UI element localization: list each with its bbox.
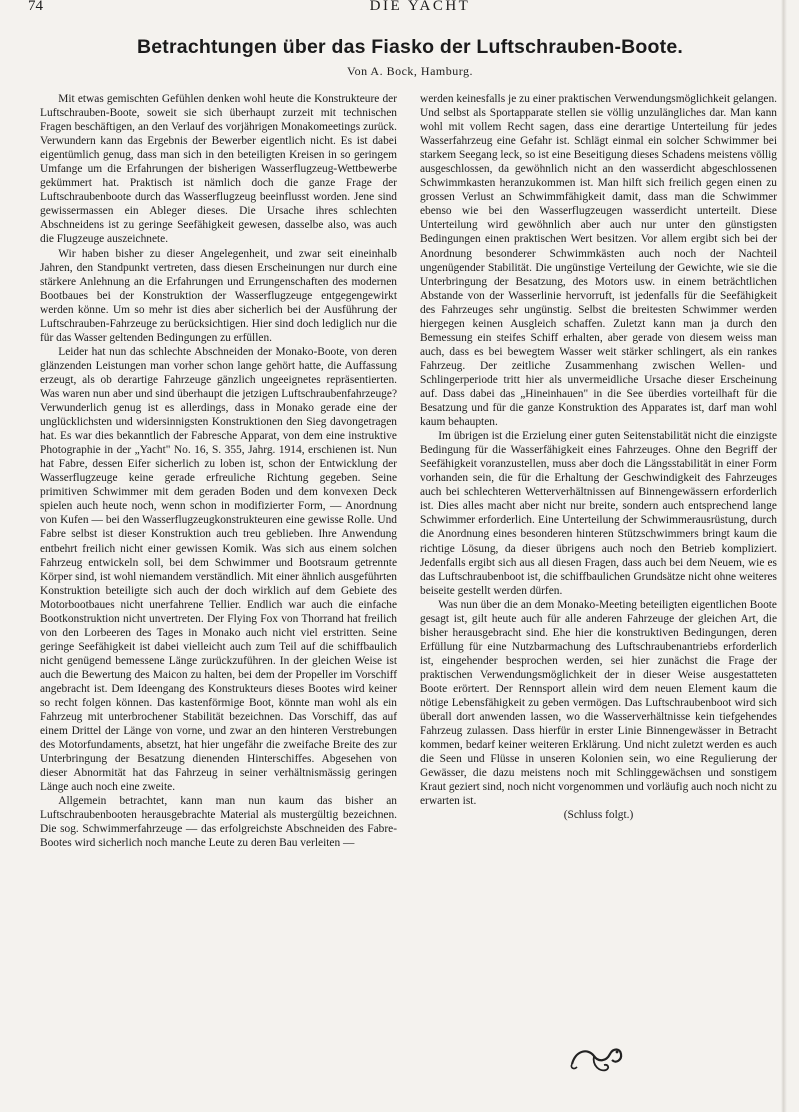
paragraph: Leider hat nun das schlechte Abschneiden der Monako-Boote, von deren glänzenden Leistungen man vorher schon lange gehört hatte, die Auffassung erzeugt, als ob derartige Fahrzeuge gänzlich ungeeignetes repräsentierten. Was waren nun aber und sind überhaupt die jetzigen Luftschraubenfahrzeuge? Verwunderlich genug ist es allerdings, dass in Monako gerade eine der unglücklichsten und widersinnigsten Konstruktionen den Sieg davongetragen hat. Es war dies bekanntlich der Fabresche Apparat, von dem eine instruktive Photographie in der „Yacht" No. 16, S. 355, Jahrg. 1914, erschienen ist. Nun hat Fabre, dessen Eifer sicherlich zu loben ist, schon der Entwicklung der Wasserflugzeuge keine gerade erfreuliche Richtung gegeben. Seine primitiven Schwimmer mit dem geraden Boden und dem konvexen Deck spielen auch heute noch, wenn schon in modifizierter Form, — Anordnung von Kufen — bei den Wasserflugzeugkonstrukteuren eine gewisse Rolle. Und Fabre selbst ist dieser Konstruktion auch treu geblieben. Ihre Anwendung entbehrt freilich nicht einer gewissen Komik. Was sich aus einem solchen Fahrzeug entwickeln soll, bei dem Schwimmer und Bootsraum getrennte Körper sind, ist wohl niemandem verständlich. Mit einer ähnlich ausgeführten Konstruktion beteiligte sich auch der doch wirklich auf dem Gebiete des Motorbootbaues nicht unerfahrene Tellier. Endlich war auch die einfache Bootkonstruktion nicht unvertreten. Der Flying Fox von Thorrand hat freilich von den Lorbeeren des Tages in Monako auch nicht viel erstritten. Seine geringe Seefähigkeit ist dabei vielleicht auch zum Teil auf die schiffbaulich nicht genügend bemessene Länge zurückzuführen. In der gleichen Weise ist auch die Bewertung des Maicon zu halten, bei dem der Propeller im Vorschiff angebracht ist. Dem Ideengang des Konstrukteurs dieses Bootes wird keiner so recht folgen können. Das kastenförmige Boot, könnte man wohl als ein Fahrzeug mit unterbrochener Stabilität bezeichnen. Das Vorschiff, das auf einem Drittel der Länge von vorne, und zwar an den hinteren Verstrebungen des Motorfundaments, absetzt, hat hier ungefähr die zweifache Breite des zur Unterbringung der Besatzung dienenden Hinterschiffes. Abgesehen von dieser Abnormität hat das Fahrzeug in seiner verhältnismässig geringen Länge auch noch eine zweite.	[40, 345, 397, 794]
closing-note: (Schluss folgt.)	[563, 809, 634, 822]
paragraph: Allgemein betrachtet, kann man nun kaum das bisher an Luftschraubenbooten herausgebrachte Material als mustergültig bezeichnen. Die sog. Schwimmerfahrzeuge — das erfolgreichste Abschneiden des Fabre-Bootes wird sicherlich noch manche Leute zu deren Bau verleiten —	[40, 795, 397, 850]
page-number: 74	[28, 0, 43, 14]
paragraph: Mit etwas gemischten Gefühlen denken wohl heute die Konstrukteure der Luftschrauben-Boote, soweit sie sich überhaupt zurzeit mit technischen Fragen beschäftigen, an den Verlauf des vorjährigen Monakomeetings zurück. Verwundern kann das Ergebnis der Bewerber eigentlich nicht. Es ist dabei eigentümlich genug, dass man sich in den beteiligten Kreisen in so geringem Umfange um die Erfahrungen der bisherigen Wasserflugzeug-Wettbewerbe gekümmert hat. Praktisch ist nämlich doch die ganze Frage der Luftschraubenboote durch das Wasserflugzeug beeinflusst worden. Jene sind gewissermassen ein Ableger dieses. Die Ursache ihres schlechten Abschneidens ist zu geringe Seefähigkeit gewesen, dasselbe also, was auch die Flugzeuge auszeichnete.	[40, 93, 397, 246]
article-title: Betrachtungen über das Fiasko der Luftschrauben-Boote.	[136, 36, 684, 58]
right-column	[420, 92, 777, 822]
running-title: DIE YACHT	[369, 0, 471, 14]
paragraph: Im übrigen ist die Erzielung einer guten Seitenstabilität nicht die einzigste Bedingung für die Wasserfähigkeit eines Fahrzeuges. Ohne den Begriff der Seefähigkeit voranzustellen, muss aber doch die Längsstabilität in einer Form vorhanden sein, die für die Erhaltung der Geschwindigkeit des Fahrzeuges auch bei schlechteren Wetterverhältnissen auf Binnengewässern erforderlich ist. Dies alles macht aber nicht nur breite, sondern auch entsprechend lange Schwimmer erforderlich. Eine Unterteilung der Schwimmerausrüstung, durch die Anordnung eines besonderen hinteren Stützschwimmers bringt kaum die richtige Lösung, da dieser übrigens auch noch den Betrieb kompliziert. Jedenfalls ergibt sich aus all diesen Fragen, dass auch bei dem Neuem, wie es das Luftschraubenboot ist, die schiffbaulichen Grundsätze nicht ohne weiteres beiseite gestellt werden dürfen.	[420, 430, 777, 597]
paragraph: Wir haben bisher zu dieser Angelegenheit, und zwar seit eineinhalb Jahren, den Standpunkt vertreten, dass diesen Erscheinungen nur durch eine stärkere Anlehnung an die Erfahrungen und Errungenschaften des modernen Bootbaues bei der Konstruktion der Wasserflugzeuge entgegengewirkt werden könne. Um so mehr ist dies aber sicherlich bei der Ausführung der Luftschrauben-Fahrzeuge zu berücksichtigen. Hier sind doch lediglich nur die für das Wasser geltenden Bedingungen zu erfüllen.	[40, 247, 397, 344]
paragraph: Was nun über die an dem Monako-Meeting beteiligten eigentlichen Boote gesagt ist, gilt heute auch für alle anderen Fahrzeuge der gleichen Art, die bisher herausgebracht sind. Ehe hier die konstruktiven Bedingungen, deren Erfüllung für eine Nutzbarmachung des Luftschraubenantriebs erforderlich ist, eingehender besprochen werden, sei hier zunächst die Frage der praktischen Verwendungsmöglichkeit der in dieser Weise ausgestatteten Boote erörtert. Der Rennsport allein wird dem neuen Element kaum die nötige Lebensfähigkeit zu geben vermögen. Das Luftschraubenboot wird sich überall dort anwenden lassen, wo die Wasserverhältnisse kein tiefgehendes Fahrzeug zulassen. Dass hierfür in erster Linie Binnengewässer in Betracht kommen, bedarf keiner weiteren Erklärung. Und nicht zuletzt werden es auch die Seen und Flüsse in unseren Kolonien sein, wo eine Regulierung der Gewässer, die dazu meistens noch mit Schlinggewächsen und sonstigem Kraut geziert sind, noch nicht vorgenommen und vorläufig auch noch nicht zu erwarten ist.	[420, 598, 777, 808]
paragraph: werden keinesfalls je zu einer praktischen Verwendungsmöglichkeit gelangen. Und selbst als Sportapparate stellen sie völlig unzulängliches dar. Man kann wohl mit vollem Recht sagen, dass eine derartige Unterteilung für jedes Wasserfahrzeug eine Gefahr ist. Schlägt einmal ein solcher Schwimmer bei starkem Seegang leck, so ist eine Beseitigung dieses Schadens meistens völlig ausgeschlossen, da gewöhnlich nicht an den wasserdicht abgeschlossenen Schwimmkasten heranzukommen ist. Man hilft sich freilich gegen einen zu grossen Verlust an Schwimmfähigkeit damit, dass man die Schwimmer ebenso wie bei den Wasserflugzeugen wasserdicht unterteilt. Diese Unterteilung wird gewöhnlich aber auch nur unter den günstigsten Bedingungen einen praktischen Wert besitzen. Vor allem ergibt sich bei der Anordnung besonderer Schwimmkästen auch noch der Nachteil ungenügender Stabilität. Die ungünstige Verteilung der Gewichte, wie sie die Unterbringung der Besatzung, des Motors usw. in einem beträchtlichen Abstande von der Wasserlinie hervorruft, ist jedenfalls für die Seefähigkeit des Fahrzeuges sehr ungünstig. Selbst die breitesten Schwimmer werden hiergegen keinen Ausgleich schaffen. Zuletzt kann man ja durch den Bemessung ein steifes Schiff erhalten, aber gerade von diesem weiss man auch, dass es bei bewegtem Wasser weit stärker schlingert, als ein rankes Fahrzeug. Der zeitliche Zusammenhang zwischen Wellen- und Schlingerperiode tritt hier als unvermeidliche Ursache dieser Erscheinung auf. Dass dabei das „Hineinhauen" in die See überdies vorteilhaft für die Besatzung und für die ganze Konstruktion des Apparates ist, darf man wohl kaum behaupten.	[420, 93, 777, 429]
page-header	[0, 0, 799, 22]
left-column	[40, 92, 397, 851]
article-byline: Von A. Bock, Hamburg.	[346, 64, 474, 78]
page-edge	[781, 0, 787, 1112]
seahorse-ornament-icon	[566, 1040, 626, 1076]
